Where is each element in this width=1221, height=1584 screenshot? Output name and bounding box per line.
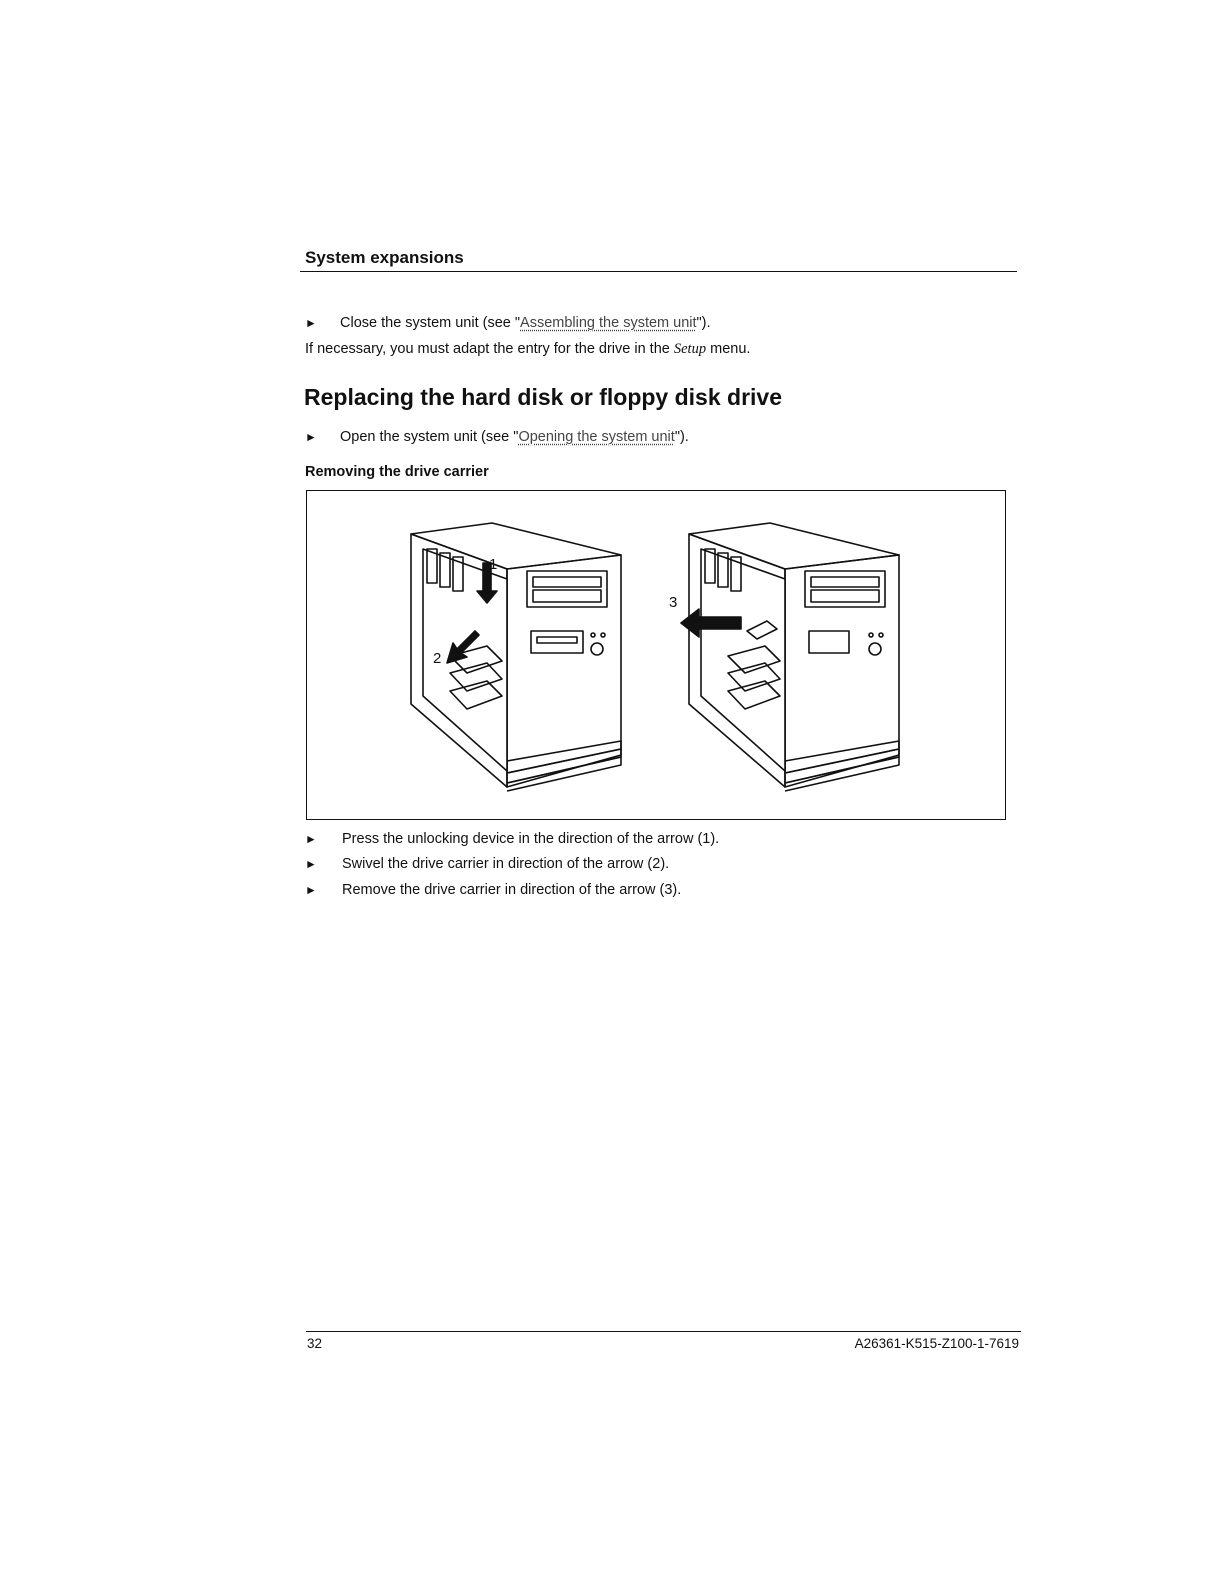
tower-illustrations <box>307 491 1004 818</box>
step-open-system-unit <box>305 427 1005 447</box>
bullet-icon: ► <box>305 316 317 330</box>
figure-label-1: 1 <box>489 556 498 573</box>
right-tower-illustration <box>681 523 899 791</box>
step-press-unlocking-device <box>305 829 1005 849</box>
document-id: A26361-K515-Z100-1-7619 <box>854 1336 1019 1351</box>
link-assembling-system-unit[interactable]: Assembling the system unit <box>520 315 697 331</box>
step-text: Swivel the drive carrier in direction of the arrow (2). <box>342 856 670 872</box>
footer-rule <box>306 1331 1021 1332</box>
bullet-icon: ► <box>305 883 317 897</box>
left-tower-illustration <box>411 523 621 791</box>
step-close-system-unit <box>305 313 1005 333</box>
step-remove-drive-carrier <box>305 880 1005 900</box>
step-text: Close the system unit (see "Assembling the system unit"). <box>340 315 711 331</box>
subheading-removing-drive-carrier: Removing the drive carrier <box>305 464 489 480</box>
step-text: Press the unlocking device in the direction of the arrow (1). <box>342 831 720 847</box>
step-text: Remove the drive carrier in direction of the arrow (3). <box>342 882 682 898</box>
figure-label-2: 2 <box>433 650 442 667</box>
bullet-icon: ► <box>305 832 317 846</box>
step-text: Open the system unit (see "Opening the system unit"). <box>340 429 689 445</box>
setup-note: If necessary, you must adapt the entry for the drive in the Setup menu. <box>305 341 751 357</box>
bullet-icon: ► <box>305 857 317 871</box>
figure-label-3: 3 <box>669 594 678 611</box>
header-rule <box>300 271 1017 272</box>
setup-menu-name: Setup <box>673 341 707 357</box>
section-title: System expansions <box>305 248 464 267</box>
section-heading: Replacing the hard disk or floppy disk drive <box>304 384 782 410</box>
bullet-icon: ► <box>305 430 317 444</box>
link-opening-system-unit[interactable]: Opening the system unit <box>518 429 675 445</box>
page-number: 32 <box>307 1336 323 1351</box>
step-swivel-drive-carrier <box>305 854 1005 874</box>
drive-carrier-figure <box>306 490 1006 820</box>
